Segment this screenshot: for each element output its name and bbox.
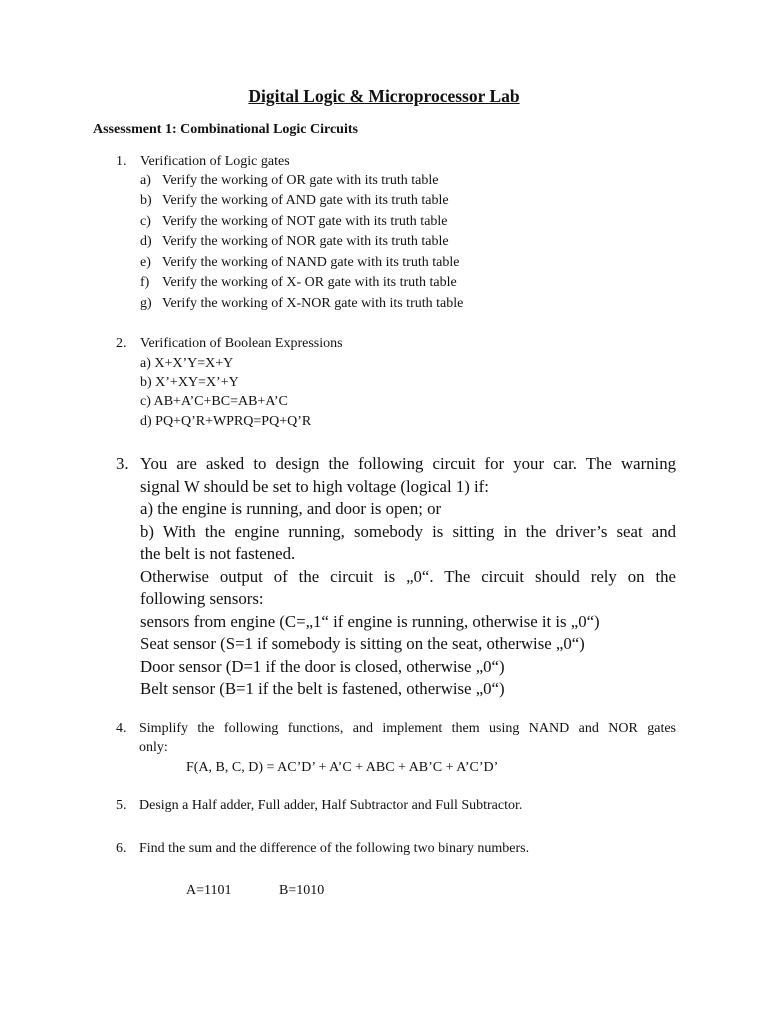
q3-line: signal W should be set to high voltage (logical 1) if: <box>140 476 489 496</box>
q3-line: Seat sensor (S=1 if somebody is sitting on the seat, otherwise „0“) <box>140 634 585 653</box>
q6-number: 6. <box>116 841 127 856</box>
q1-item-g <box>140 296 463 312</box>
q1-item-d <box>140 234 449 250</box>
q3-line: b) With the engine running, somebody is sitting in the driver’s seat and <box>140 521 676 541</box>
number-a: A=1101 <box>186 883 232 898</box>
item-label: g) <box>140 296 152 311</box>
q2-item-c: c) AB+A’C+BC=AB+A’C <box>140 394 288 409</box>
q2-text: Verification of Boolean Expressions <box>140 336 343 351</box>
item-text: Verify the working of OR gate with its truth table <box>162 173 439 188</box>
assessment-heading: Assessment 1: Combinational Logic Circuits <box>93 122 358 137</box>
q2-number: 2. <box>116 336 127 351</box>
q1-item-c <box>140 214 448 230</box>
q4-line: only: <box>139 740 168 755</box>
item-label: f) <box>140 275 150 290</box>
q3-line: the belt is not fastened. <box>140 544 296 563</box>
q3-line: You are asked to design the following circuit for your car. The warning <box>140 454 676 473</box>
q6-text: Find the sum and the difference of the following two binary numbers. <box>139 841 530 856</box>
q2-item-d: d) PQ+Q’R+WPRQ=PQ+Q’R <box>140 414 312 429</box>
item-label: a) <box>140 173 151 188</box>
q4-block <box>116 719 676 757</box>
q1-number: 1. <box>116 154 127 169</box>
q3-line: Otherwise output of the circuit is „0“. The circuit should rely on the <box>140 566 676 586</box>
item-label: e) <box>140 255 151 270</box>
q1-item-f <box>140 275 457 291</box>
q1-text: Verification of Logic gates <box>140 154 290 169</box>
q4-number: 4. <box>116 721 127 736</box>
item-text: Verify the working of NOT gate with its truth table <box>162 214 448 229</box>
q2-item-b: b) X’+XY=X’+Y <box>140 375 239 390</box>
q1-item-b <box>140 193 449 209</box>
q3-line: Door sensor (D=1 if the door is closed, otherwise „0“) <box>140 656 505 676</box>
page-title: Digital Logic & Microprocessor Lab <box>248 86 520 106</box>
item-text: Verify the working of X-NOR gate with its truth table <box>162 296 464 311</box>
q1-item-e <box>140 255 459 271</box>
q3-line: sensors from engine (C=„1“ if engine is running, otherwise it is „0“) <box>140 611 600 631</box>
item-label: c) <box>140 214 151 229</box>
q4-line: Simplify the following functions, and implement them using NAND and NOR gates <box>139 721 676 736</box>
item-text: Verify the working of X- OR gate with its truth table <box>162 275 457 290</box>
q1-item-a <box>140 173 438 189</box>
q5-number: 5. <box>116 798 127 813</box>
item-text: Verify the working of NAND gate with its truth table <box>162 255 460 270</box>
q3-line: following sensors: <box>140 589 264 608</box>
q3-line: a) the engine is running, and door is open; or <box>140 499 442 518</box>
item-text: Verify the working of AND gate with its truth table <box>162 193 449 208</box>
q3-number: 3. <box>116 454 129 473</box>
q4-equation: F(A, B, C, D) = AC’D’ + A’C + ABC + AB’C + A’C’D’ <box>186 760 499 775</box>
number-b: B=1010 <box>279 883 325 898</box>
item-label: d) <box>140 234 152 249</box>
q3-line: Belt sensor (B=1 if the belt is fastened, otherwise „0“) <box>140 679 505 698</box>
q5-text: Design a Half adder, Full adder, Half Subtractor and Full Subtractor. <box>139 798 523 813</box>
item-label: b) <box>140 193 152 208</box>
q3-block <box>116 453 676 701</box>
item-text: Verify the working of NOR gate with its truth table <box>162 234 449 249</box>
q2-item-a: a) X+X’Y=X+Y <box>140 356 234 371</box>
